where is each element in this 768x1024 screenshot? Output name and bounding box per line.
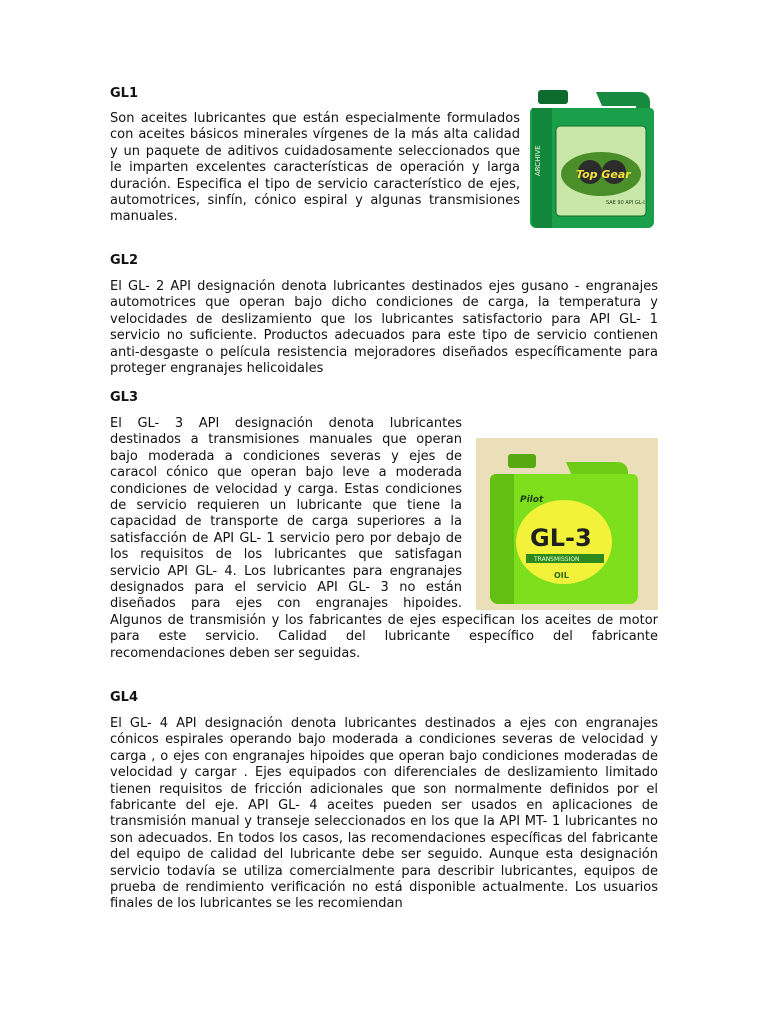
section-text-gl2: El GL- 2 API designación denota lubricantes destinados ejes gusano - engranajes automotrices que operan bajo dicho condiciones de carga, la temperatura y velocidades de deslizamiento que los lubricantes satisfactorio para API GL- 1 servicio no suficiente. Productos adecuados para este tipo de servicio contienen anti-desgaste o película resistencia mejoradores diseñados específicamente para proteger engranajes helicoidales — [110, 279, 658, 377]
section-text-gl4: El GL- 4 API designación denota lubricantes destinados a ejes con engranajes cónicos espirales operando bajo moderada a condiciones severas de velocidad y carga , o ejes con engranajes hipoides que operan bajo condiciones moderadas de velocidad y cargar . Ejes equipados con diferenciales de deslizamiento limitado tienen requisitos de fricción adicionales que son normalmente definidos por el fabricante del eje. API GL- 4 aceites pueden ser usados en aplicaciones de transmisión manual y transeje seleccionados en los que la API MT- 1 lubricantes no son adecuados. En todos los casos, las recomendaciones específicas del fabricante del equipo de calidad del lubricante debe ser seguido. Aunque esta designación servicio todavía se utiliza comercialmente para describir lubricantes, equipos de prueba de rendimiento verificación no está disponible actualmente. Los usuarios finales de los lubricantes se les recomiendan — [110, 716, 658, 912]
section-heading-gl4: GL4 — [110, 690, 138, 705]
section-text-gl1: Son aceites lubricantes que están especialmente formulados con aceites básicos minerales vírgenes de la más alta calidad y un paquete de aditivos cuidadosamente seleccionados que le imparten excelentes características de operación y larga duración. Especifica el tipo de servicio característico de ejes, automotrices, sinfín, cónico espiral y algunas transmisiones manuales. — [110, 111, 520, 225]
jug-spec-text: SAE 90 API GL-I — [606, 200, 645, 206]
gl3-oil-jug-image — [470, 438, 658, 610]
top-gear-oil-jug-image — [526, 86, 656, 232]
section-heading-gl1: GL1 — [110, 86, 138, 101]
section-text-gl3: El GL- 3 API designación denota lubricantes destinados a transmisiones manuales que operan bajo moderada a condiciones severas y ejes de caracol cónico que operan bajo leve a moderada condiciones de velocidad y carga. Estas condiciones de servicio requieren un lubricante que tiene la capacidad de transporte de carga superiores a la satisfacción de API GL- 1 servicio pero por debajo de los requisitos de los lubricantes que satisfagan servicio API GL- 4. Los lubricantes para engranajes designados para el servicio API GL- 3 no están diseñados para ejes con engranajes hipoides. Algunos de transmisión y los fabricantes de ejes especifican los aceites de motor para este servicio. Calidad del lubricante específico del fabricante recomendaciones deben ser seguidas. — [110, 416, 658, 661]
gl3-brand-text: Pilot — [520, 495, 544, 505]
section-heading-gl3: GL3 — [110, 390, 138, 405]
jug-label-text: Top Gear — [576, 168, 631, 181]
jug-brand-text: ARCHIVE — [534, 145, 542, 176]
gl3-label-text: GL-3 — [530, 524, 592, 552]
section-text-gl3-wrapper — [110, 416, 658, 662]
gl3-sub-text: TRANSMISSION — [534, 556, 580, 563]
section-heading-gl2: GL2 — [110, 253, 138, 268]
gl3-oil-text: OIL — [554, 571, 569, 580]
